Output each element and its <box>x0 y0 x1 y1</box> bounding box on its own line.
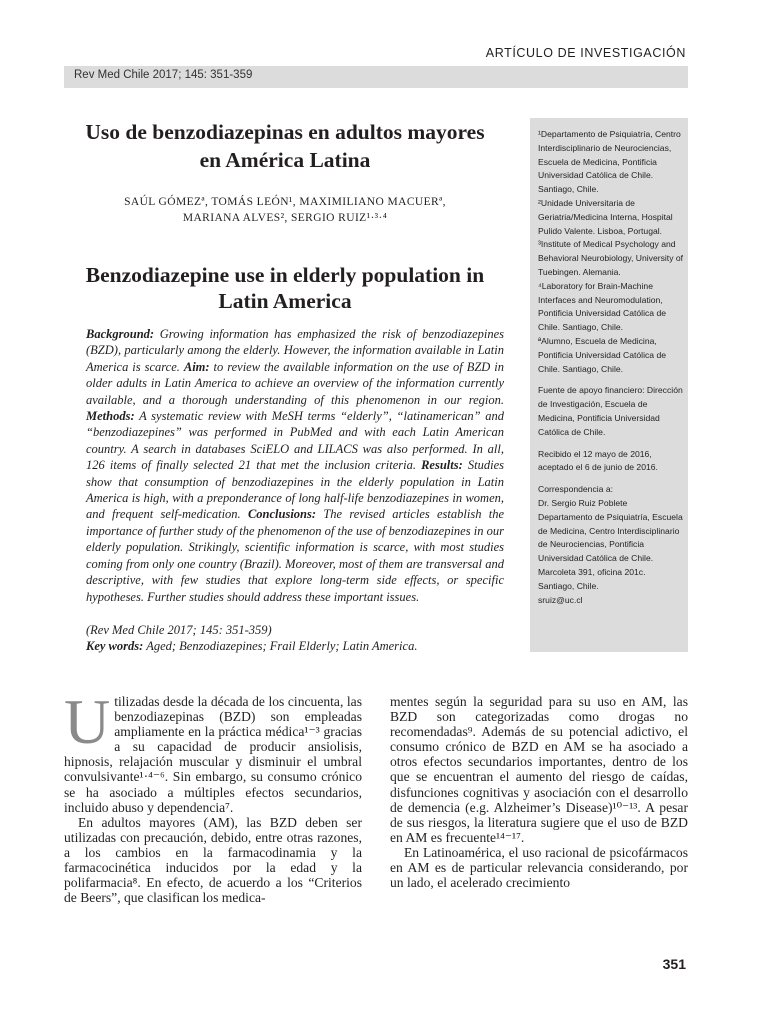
abstract-aim-text: to review the available information on the use of BZD in older adults in Latin America to achieve an overview of the information currently available, and a thorough understanding of this phenomenon in our region. <box>86 359 504 407</box>
keywords-text: Aged; Benzodiazepines; Frail Elderly; Latin America. <box>143 639 418 653</box>
body-paragraph-1-text: tilizadas desde la década de los cincuenta, las benzodiazepinas (BZD) son empleadas ampliamente en la práctica médica¹⁻³ gracias a su capacidad de producir ansiolisis, hipnosis, relajación muscular y disminuir el umbral convulsivante¹·⁴⁻⁶. Sin embargo, su consumo crónico se ha asociado a múltiples efectos secundarios, incluido abuso y dependencia⁷. <box>64 694 362 815</box>
correspondence-label: Correspondencia a: <box>538 484 614 495</box>
abstract <box>86 326 504 605</box>
body-paragraph-3: mentes según la seguridad para su uso en AM, las BZD son categorizadas como drogas no recomendadas⁹. Además de su potencial adictivo, el consumo crónico de BZD en AM se ha asociado a otros efectos secundarios importantes, dentro de los que se encuentran el aumento del riesgo de caídas, disfunciones cognitivas y asociación con el desarrollo de demencia (e.g. Alzheimer’s Disease)¹⁰⁻¹³. A pesar de sus riesgos, la literatura sugiere que el uso de BZD en AM es frecuente¹⁴⁻¹⁷. <box>390 694 688 845</box>
body-paragraph-1 <box>64 686 362 815</box>
abstract-background-text: Growing information has emphasized the risk of benzodiazepines (BZD), particularly among the elderly. However, the information available in Latin America is scarce. <box>86 327 504 374</box>
sidebar-content <box>538 128 684 607</box>
author-list <box>80 194 490 226</box>
abstract-aim-label: Aim: <box>183 359 210 374</box>
body-paragraph-2: En adultos mayores (AM), las BZD deben ser utilizadas con precaución, debido, entre otras razones, a los cambios en la farmacodinamia y la farmacocinética inducidos por la edad y la polifarmacia⁸. En efecto, de acuerdo a los “Criterios de Beers”, que clasifican los medica- <box>64 814 362 906</box>
abstract-results-text: Studies show that consumption of benzodiazepines in the elderly population in Latin America is high, with a preponderance of long half-life benzodiazepines in women, and frequent self-medication. <box>86 458 504 522</box>
affiliation-4: ⁴Laboratory for Brain-Machine Interfaces and Neuromodulation, Pontificia Universidad Católica de Chile. Santiago, Chile. <box>538 280 667 333</box>
abstract-conclusions-text: The revised articles establish the importance of further study of the phenomenon of the use of benzodiazepines in our elderly population. Strikingly, scientific information is scarce, with most studies coming from only one country (Brazil). Moreover, most of them are transversal and descriptive, with few studies that explore long-term side effects, or specific hypotheses. Further studies should address these important issues. <box>86 507 504 604</box>
abstract-methods-text: A systematic review with MeSH terms “elderly”, “latinamerican” and “benzodiazepines” was performed in PubMed and with each Latin American country. A search in databases SciELO and LILACS was also performed. In all, 126 items of finally selected 21 that met the inclusion criteria. <box>86 409 504 473</box>
body-paragraph-4: En Latinoamérica, el uso racional de psicofármacos en AM es de particular relevancia considerando, por un lado, el acelerado crecimiento <box>390 844 688 891</box>
abstract-citation: (Rev Med Chile 2017; 145: 351-359) <box>86 623 272 637</box>
body-column-left <box>64 686 362 906</box>
affiliations-sidebar <box>530 118 688 652</box>
abstract-conclusions-label: Conclusions: <box>247 507 317 522</box>
article-title-spanish: Uso de benzodiazepinas en adultos mayores en América Latina <box>85 120 485 172</box>
affiliation-3: ³Institute of Medical Psychology and Behavioral Neurobiology, University of Tuebingen. Alemania. <box>538 239 684 277</box>
body-column-right <box>390 694 688 890</box>
affiliation-5: ªAlumno, Escuela de Medicina, Pontificia Universidad Católica de Chile. Santiago, Chile. <box>538 335 667 374</box>
article-title-english: Benzodiazepine use in elderly population in Latin America <box>85 263 485 313</box>
section-label: ARTÍCULO DE INVESTIGACIÓN <box>485 46 686 60</box>
authors-line-2: MARIANA ALVES², SERGIO RUIZ¹·³·⁴ <box>182 212 388 224</box>
funding-note: Fuente de apoyo financiero: Dirección de Investigación, Escuela de Medicina, Pontificia Universidad Católica de Chile. <box>538 385 683 437</box>
authors-line-1: SAÚL GÓMEZª, TOMÁS LEÓN¹, MAXIMILIANO MACUERª, <box>124 196 446 208</box>
keywords <box>86 638 504 654</box>
journal-bar <box>64 66 688 88</box>
page-number: 351 <box>662 956 686 972</box>
journal-reference: Rev Med Chile 2017; 145: 351-359 <box>74 69 253 81</box>
abstract-results-label: Results: <box>421 458 463 473</box>
affiliation-2: ²Unidade Universitaria de Geriatria/Medicina Interna, Hospital Pulido Valente. Lisboa, Portugal. <box>538 197 673 236</box>
correspondence-address: Dr. Sergio Ruiz Poblete Departamento de Psiquiatría, Escuela de Medicina, Centro Interdisciplinario de Neurociencias, Pontificia Universidad Católica de Chile. Marcoleta 391, oficina 201c. Santiago, Chile. <box>538 497 683 591</box>
received-dates: Recibido el 12 mayo de 2016, aceptado el 6 de junio de 2016. <box>538 448 658 473</box>
affiliation-1: ¹Departamento de Psiquiatría, Centro Interdisciplinario de Neurociencias, Escuela de Medicina, Pontificia Universidad Católica de Chile. Santiago, Chile. <box>538 129 681 195</box>
correspondence-email[interactable]: sruiz@uc.cl <box>538 594 583 605</box>
abstract-methods-label: Methods: <box>86 409 135 424</box>
keywords-label: Key words: <box>86 639 144 653</box>
abstract-background-label: Background: <box>86 327 155 341</box>
drop-cap: U <box>64 686 111 757</box>
